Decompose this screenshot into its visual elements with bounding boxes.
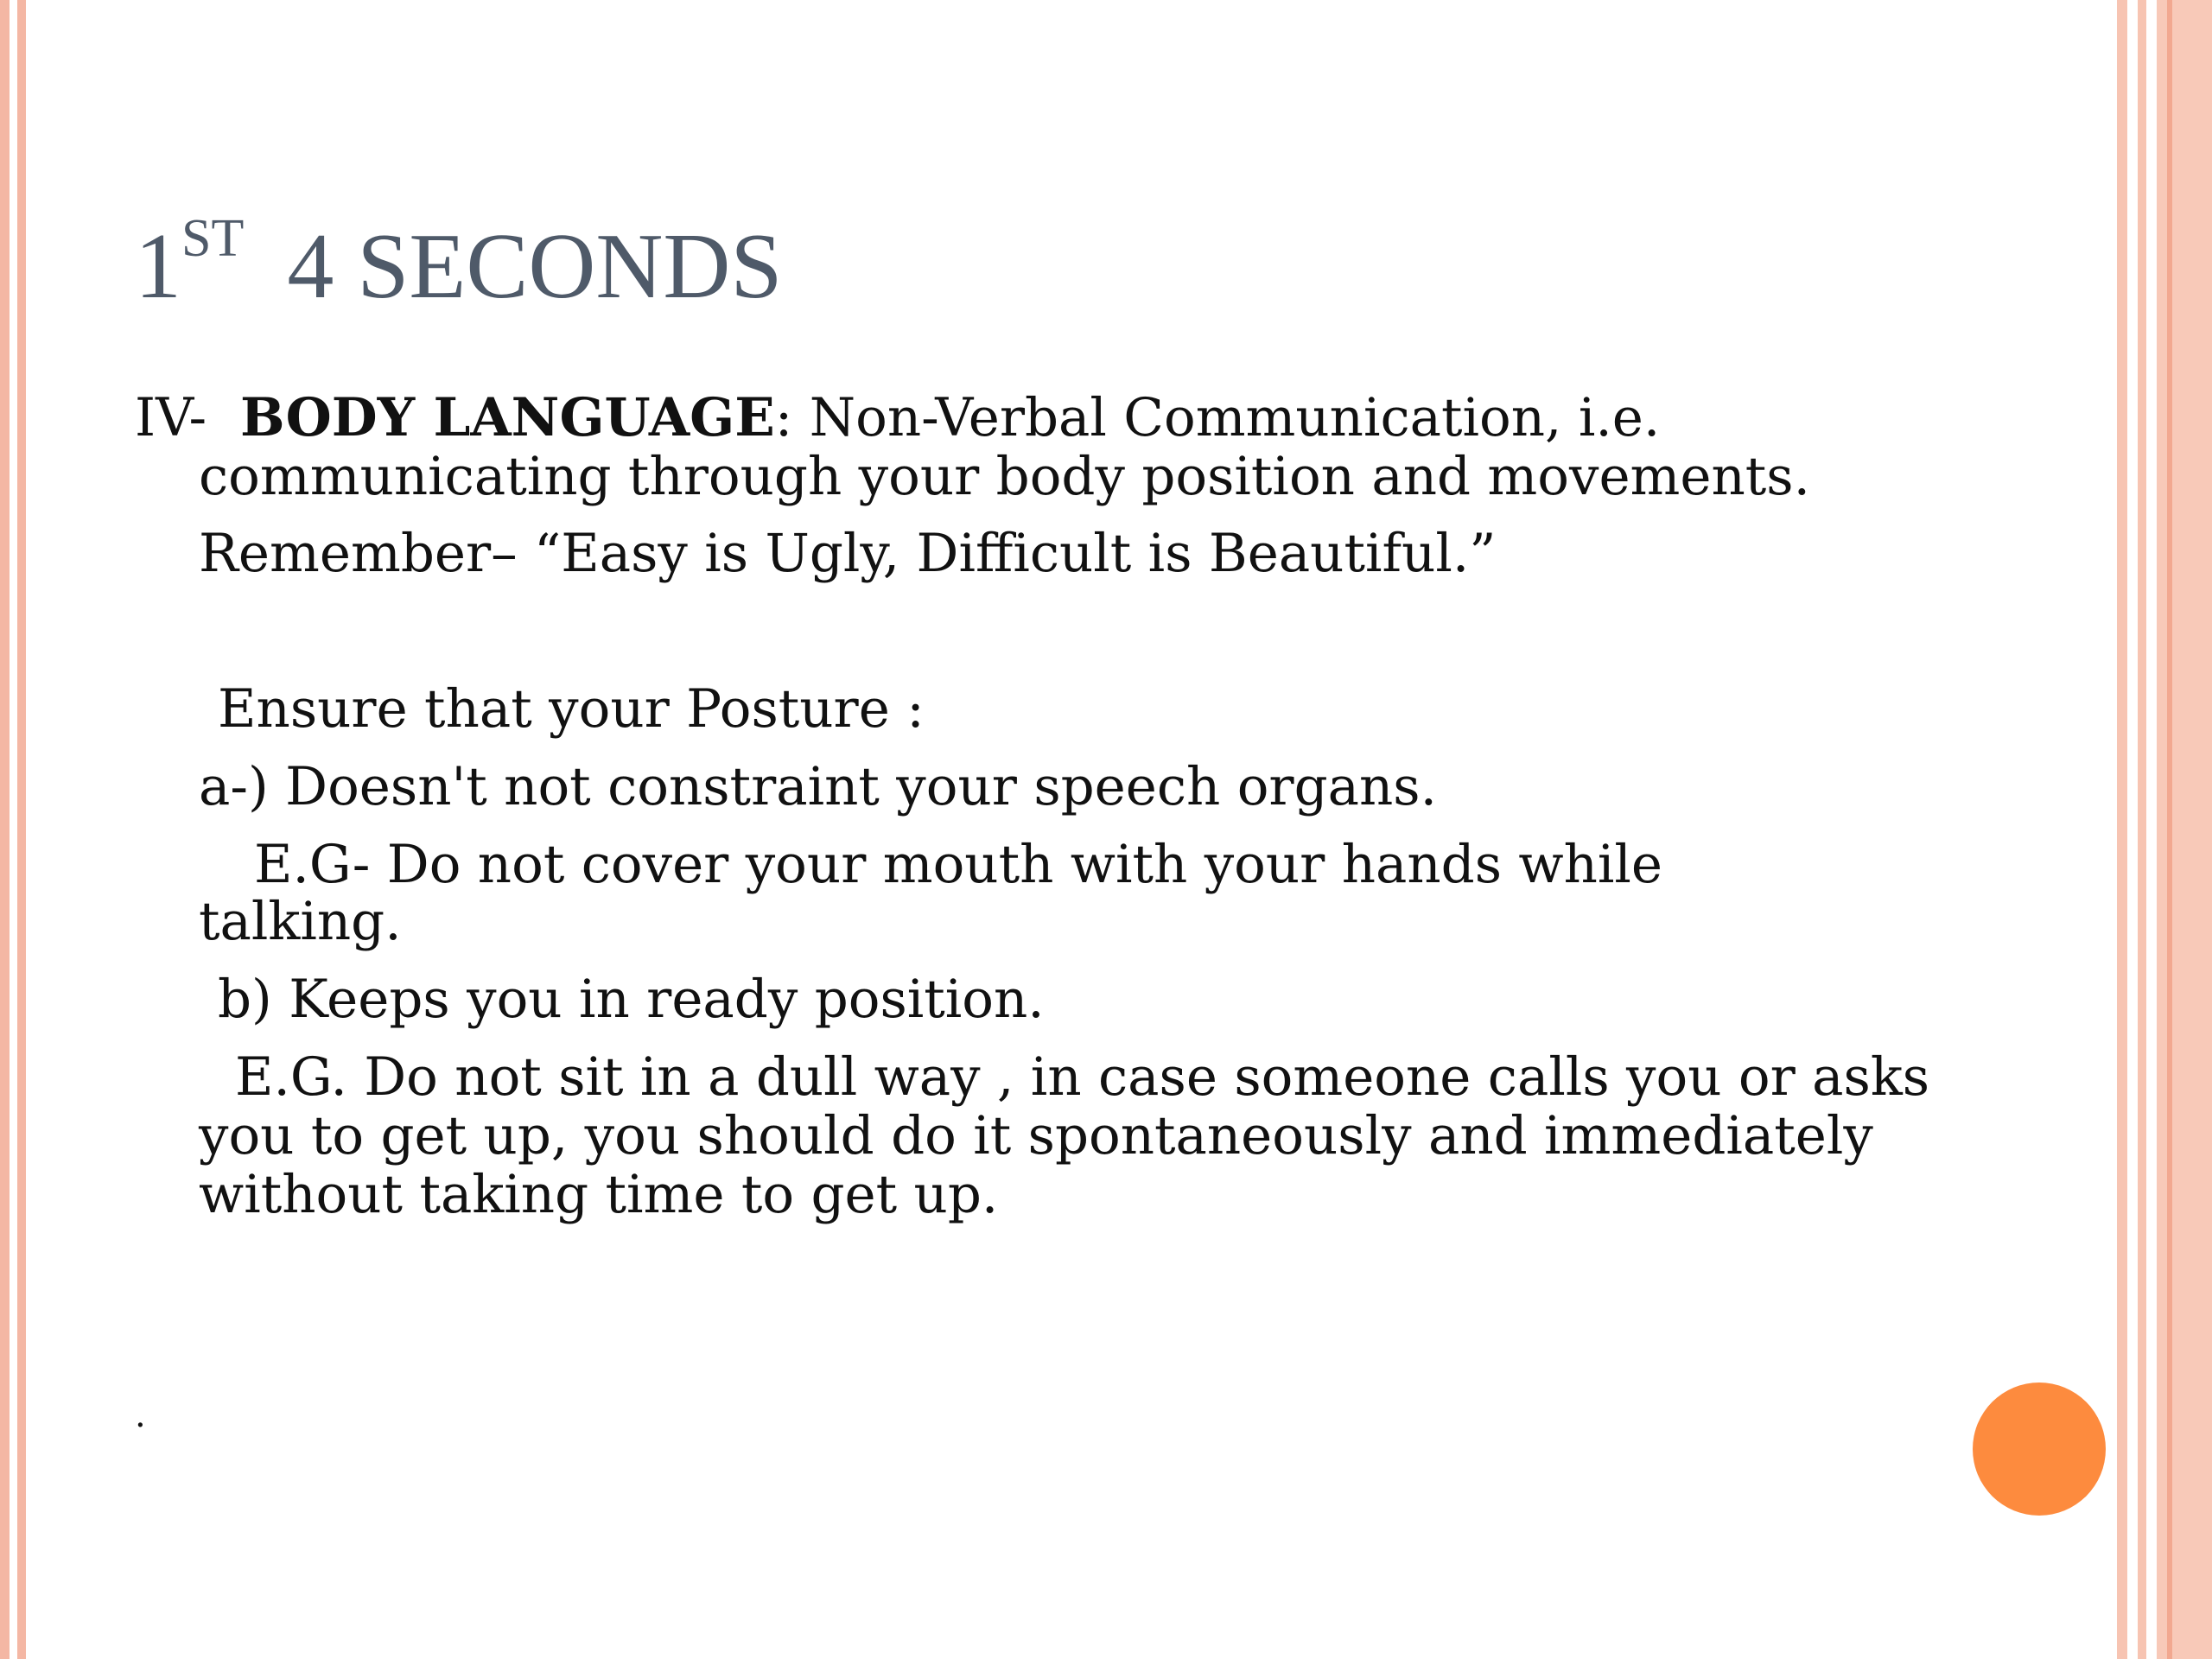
left-border-stripe-inner: [17, 0, 26, 1659]
left-border-stripe: [0, 0, 10, 1659]
point-a: a-) Doesn't not constraint your speech organs.: [199, 756, 1437, 817]
remember-line: Remember– “Easy is Ugly, Difficult is Beautiful.”: [199, 523, 1497, 584]
right-border-line: [2167, 0, 2172, 1659]
right-border-stripe: [2117, 0, 2127, 1659]
section-intro: [135, 389, 2079, 506]
orange-circle-decoration: [1973, 1382, 2106, 1516]
section-intro-text: : Non-Verbal Communication, i.e. communicating through your body position and movements.: [199, 387, 1810, 507]
title-rest: 4 SECONDS: [287, 215, 783, 318]
slide-title: [135, 209, 783, 318]
example-a-line1: E.G- Do not cover your mouth with your hands while: [254, 834, 1663, 895]
section-heading: BODY LANGUAGE: [239, 387, 775, 448]
stray-period: .: [135, 1395, 146, 1435]
section-prefix: IV-: [135, 387, 240, 448]
example-a-line2: talking.: [199, 891, 402, 952]
slide-body: [135, 389, 2079, 1224]
point-b: b) Keeps you in ready position.: [218, 969, 1045, 1030]
right-border-stripe-2: [2138, 0, 2146, 1659]
example-b: E.G. Do not sit in a dull way , in case someone calls you or asks you to get up, you should do it spontaneously and immediately without taking time to get up.: [199, 1046, 1930, 1225]
title-superscript: ST: [181, 209, 245, 268]
posture-intro: Ensure that your Posture :: [218, 678, 925, 740]
right-border-band: [2157, 0, 2212, 1659]
title-number: 1: [135, 215, 181, 318]
